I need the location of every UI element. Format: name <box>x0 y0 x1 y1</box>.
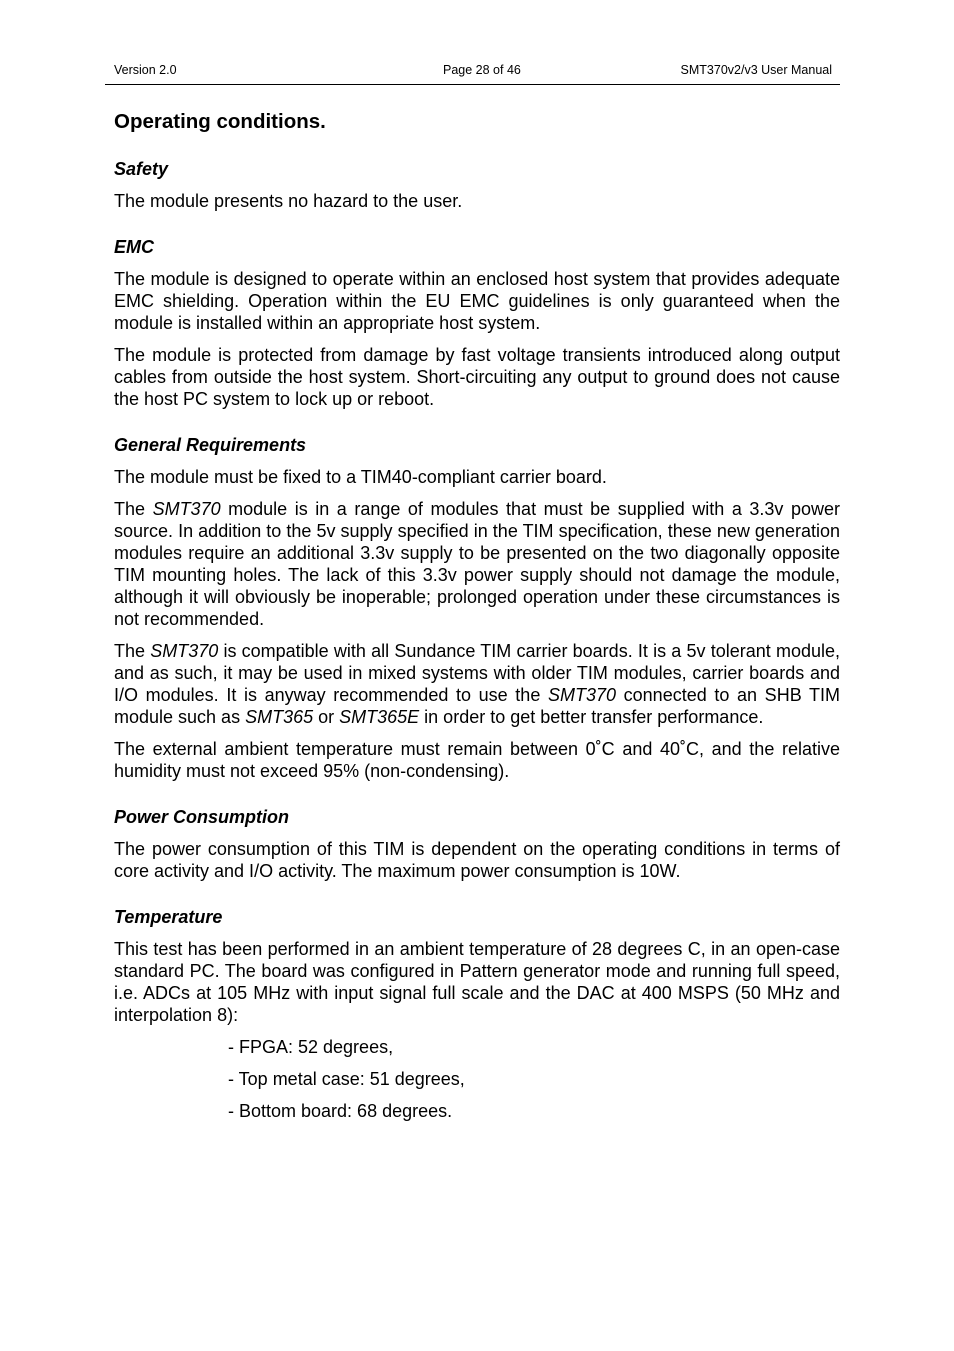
temperature-heading: Temperature <box>114 907 223 927</box>
general-paragraph-1: The module must be fixed to a TIM40-compliant carrier board. <box>114 467 607 487</box>
list-item: - Top metal case: 51 degrees, <box>228 1069 465 1089</box>
list-item: - FPGA: 52 degrees, <box>228 1037 394 1057</box>
header-page-number: Page 28 of 46 <box>443 63 521 77</box>
power-consumption-text: The power consumption of this TIM is dependent on the operating conditions in terms of core activity and I/O activity. The maximum power consumption is 10W. <box>114 839 840 881</box>
header-version: Version 2.0 <box>114 63 177 77</box>
safety-text: The module presents no hazard to the user. <box>114 191 463 211</box>
general-paragraph-2: The SMT370 module is in a range of modules that must be supplied with a 3.3v power source. In addition to the 5v supply specified in the TIM specification, these new generation modules require an additional 3.3v supply to be presented on the two diagonally opposite TIM mounting holes. The lack of this 3.3v power supply should not damage the module, although it will obviously be inoperable; prolonged operation under these circumstances is not recommended. <box>114 499 840 629</box>
temperature-list <box>228 1036 840 1122</box>
product-name: SMT370 <box>150 641 219 661</box>
general-requirements-heading: General Requirements <box>114 435 307 455</box>
general-paragraph-4: The external ambient temperature must remain between 0˚C and 40˚C, and the relative humidity must not exceed 95% (non-condensing). <box>114 739 840 781</box>
product-name: SMT370 <box>547 685 617 705</box>
list-item: - Bottom board: 68 degrees. <box>228 1101 453 1121</box>
product-name: SMT370 <box>152 499 221 519</box>
emc-paragraph-2: The module is protected from damage by fast voltage transients introduced along output cables from outside the host system. Short-circuiting any output to ground does not cause the host PC system to lock up or reboot. <box>114 345 840 409</box>
page-header <box>105 61 840 85</box>
page-content <box>114 108 840 1122</box>
temperature-text: This test has been performed in an ambient temperature of 28 degrees C, in an open-case standard PC. The board was configured in Pattern generator mode and running full speed, i.e. ADCs at 105 MHz with input signal full scale and the DAC at 400 MSPS (50 MHz and interpolation 8): <box>114 939 840 1025</box>
safety-heading: Safety <box>114 159 169 179</box>
power-consumption-heading: Power Consumption <box>114 807 289 827</box>
product-name: SMT365E <box>339 707 420 727</box>
emc-paragraph-1: The module is designed to operate within an enclosed host system that provides adequate EMC shielding. Operation within the EU EMC guidelines is only guaranteed when the module is installed within an appropriate host system. <box>114 269 840 333</box>
section-title: Operating conditions. <box>114 110 326 133</box>
emc-heading: EMC <box>114 237 154 257</box>
general-paragraph-3: The SMT370 is compatible with all Sundance TIM carrier boards. It is a 5v tolerant module, and as such, it may be used in mixed systems with older TIM modules, carrier boards and I/O modules. It is anyway recommended to use the SMT370 connected to an SHB TIM module such as SMT365 or SMT365E in order to get better transfer performance. <box>114 641 841 727</box>
header-document-title: SMT370v2/v3 User Manual <box>680 63 832 77</box>
product-name: SMT365 <box>245 707 314 727</box>
